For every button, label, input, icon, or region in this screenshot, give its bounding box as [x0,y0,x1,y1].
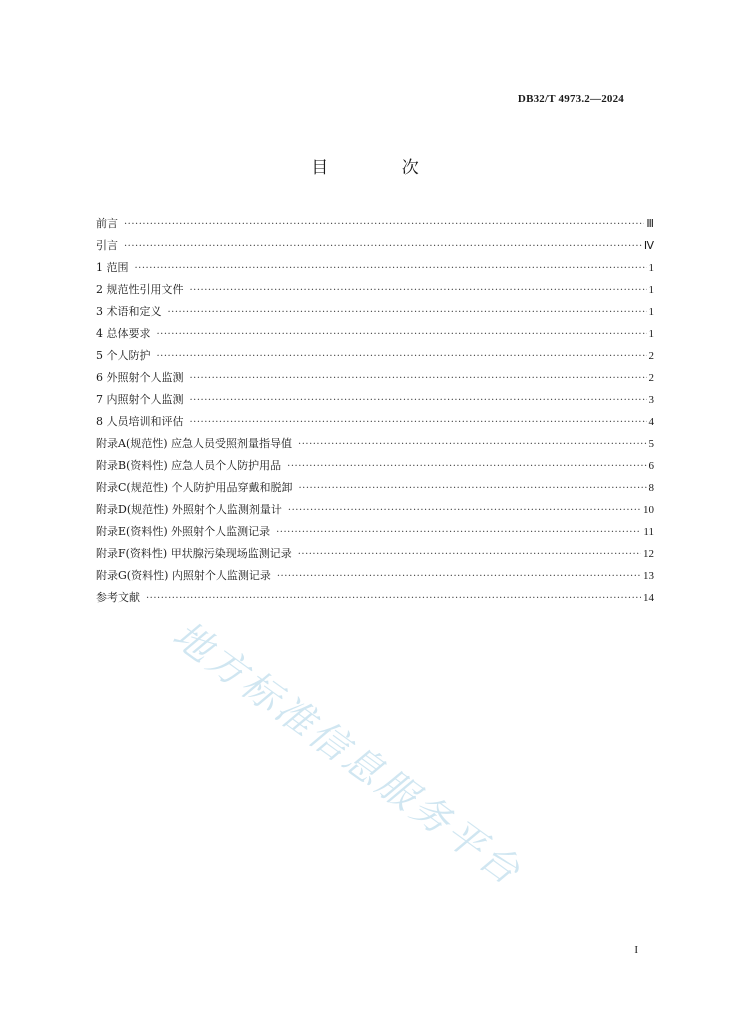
toc-entry-page: 8 [648,482,654,494]
document-code: DB32/T 4973.2—2024 [517,93,624,105]
toc-entry-label: 1 范围 [96,261,129,274]
toc-entry-page: 3 [648,394,654,406]
toc-entry-label: 2 规范性引用文件 [96,283,184,296]
toc-dot-leader [190,390,647,412]
toc-dot-leader [190,412,647,434]
toc-entry-page: 1 [648,328,654,340]
toc-dot-leader [298,544,641,566]
toc-dot-leader [190,368,647,390]
toc-entry[interactable] [96,323,654,345]
toc-entry-page: 1 [648,262,654,274]
toc-dot-leader [277,566,641,588]
toc-entry[interactable] [96,367,654,389]
toc-entry-label: 附录A(规范性) 应急人员受照剂量指导值 [96,437,293,450]
table-of-contents [96,213,654,609]
toc-entry-page: 6 [648,460,654,472]
toc-dot-leader [135,258,647,280]
watermark: 地方标准信息服务平台 [164,612,531,895]
toc-dot-leader [299,478,647,500]
toc-dot-leader [157,346,647,368]
toc-entry-label: 6 外照射个人监测 [96,371,184,384]
toc-dot-leader [124,214,644,236]
toc-dot-leader [124,236,642,258]
toc-entry[interactable] [96,235,654,257]
toc-dot-leader [157,324,647,346]
toc-entry-page: 10 [643,504,654,516]
toc-entry-label: 参考文献 [96,591,140,604]
toc-entry[interactable] [96,499,654,521]
toc-entry-label: 附录F(资料性) 甲状腺污染现场监测记录 [96,547,292,560]
toc-entry-label: 引言 [96,239,118,252]
toc-entry[interactable] [96,389,654,411]
toc-entry-page: 13 [643,570,654,582]
toc-dot-leader [288,500,641,522]
toc-dot-leader [276,522,641,544]
page-title: 目 次 [311,158,453,178]
toc-dot-leader [287,456,646,478]
toc-entry-label: 附录D(规范性) 外照射个人监测剂量计 [96,503,282,516]
toc-entry-page: 1 [648,284,654,296]
toc-entry[interactable] [96,477,654,499]
toc-entry-label: 附录G(资料性) 内照射个人监测记录 [96,569,271,582]
toc-entry-page: Ⅲ [646,218,654,230]
toc-entry-page: 2 [648,350,654,362]
toc-dot-leader [298,434,646,456]
toc-entry-label: 附录C(规范性) 个人防护用品穿戴和脱卸 [96,481,293,494]
toc-entry-label: 3 术语和定义 [96,305,162,318]
toc-entry-page: 1 [648,306,654,318]
toc-entry-label: 5 个人防护 [96,349,151,362]
toc-entry[interactable] [96,279,654,301]
toc-entry[interactable] [96,521,654,543]
toc-entry-label: 7 内照射个人监测 [96,393,184,406]
toc-entry-label: 8 人员培训和评估 [96,415,184,428]
toc-entry-page: 14 [643,592,654,604]
toc-entry-page: 4 [648,416,654,428]
toc-entry-page: 11 [643,526,654,538]
toc-dot-leader [146,588,641,610]
toc-entry[interactable] [96,345,654,367]
toc-entry[interactable] [96,433,654,455]
toc-dot-leader [168,302,647,324]
toc-entry-page: 2 [648,372,654,384]
toc-entry-label: 附录B(资料性) 应急人员个人防护用品 [96,459,282,472]
toc-entry[interactable] [96,213,654,235]
toc-entry[interactable] [96,301,654,323]
toc-dot-leader [190,280,647,302]
toc-entry-label: 附录E(资料性) 外照射个人监测记录 [96,525,271,538]
toc-entry[interactable] [96,257,654,279]
toc-entry-page: Ⅳ [643,240,654,252]
toc-entry[interactable] [96,587,654,609]
toc-entry-page: 12 [643,548,654,560]
toc-entry-label: 4 总体要求 [96,327,151,340]
toc-entry-page: 5 [648,438,654,450]
toc-entry[interactable] [96,455,654,477]
page-number: I [634,944,638,956]
toc-entry[interactable] [96,565,654,587]
toc-entry[interactable] [96,543,654,565]
toc-entry-label: 前言 [96,217,118,230]
toc-entry[interactable] [96,411,654,433]
